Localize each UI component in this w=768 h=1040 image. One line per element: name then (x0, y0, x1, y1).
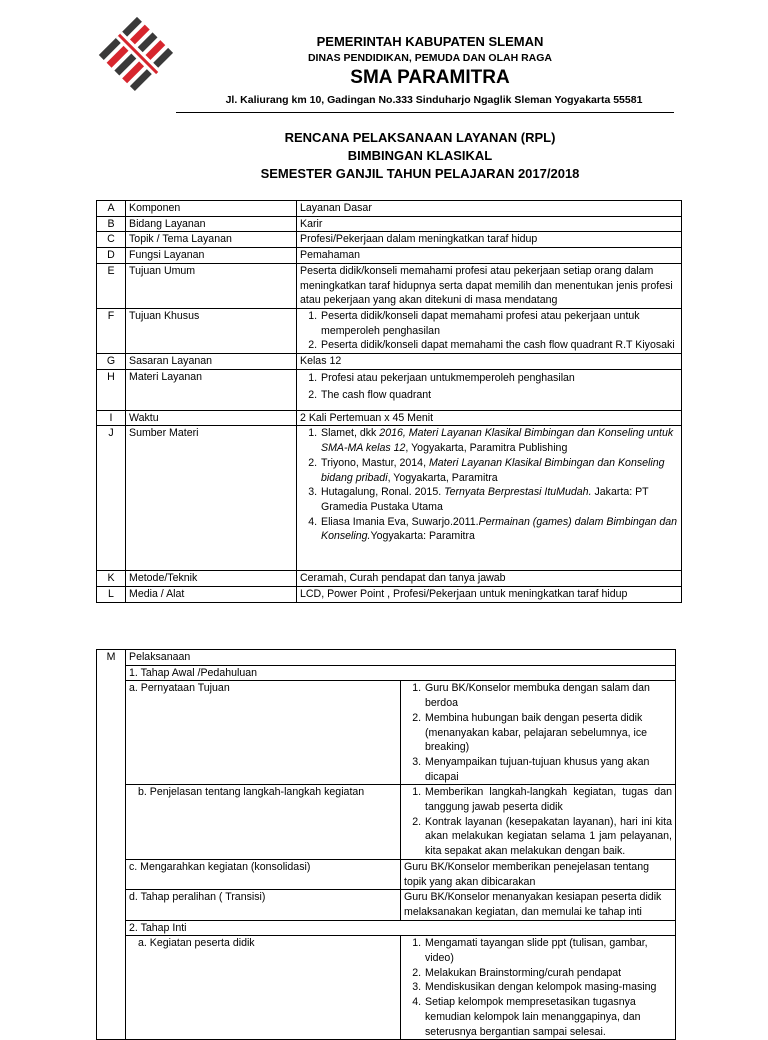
table-row-c: C Topik / Tema Layanan Profesi/Pekerjaan dalam meningkatkan taraf hidup (97, 232, 682, 248)
list-item: 3. Menyampaikan tujuan-tujuan khusus yang akan dicapai (424, 755, 672, 784)
list-item: 1. Slamet, dkk 2016, Materi Layanan Klasikal Bimbingan dan Konseling untuk SMA-MA kelas 12, Yogyakarta, Paramitra Publishing (320, 426, 678, 455)
rpl-table-main (96, 200, 682, 603)
list-item: 3. Mendiskusikan dengan kelompok masing-masing (424, 980, 672, 995)
table-row-mengarahkan: c. Mengarahkan kegiatan (konsolidasi) Guru BK/Konselor memberikan penejelasan tentang topik yang akan dibicarakan (97, 859, 676, 889)
list-item: 1. Profesi atau pekerjaan untukmemperoleh penghasilan (320, 370, 678, 387)
list-item: 1. Peserta didik/konseli dapat memahami profesi atau pekerjaan untuk memperoleh penghasilan (320, 309, 678, 338)
list-item: 2. Membina hubungan baik dengan peserta didik (menanyakan kabar, pelajaran sebelumnya, ice breaking) (424, 711, 672, 755)
table-row-l: L Media / Alat LCD, Power Point , Profesi/Pekerjaan untuk meningkatkan taraf hidup (97, 587, 682, 603)
table-row-stage1: 1. Tahap Awal /Pedahuluan (97, 665, 676, 681)
table-row-kegiatan-peserta: a. Kegiatan peserta didik 1. Mengamati tayangan slide ppt (tulisan, gambar, video) 2. Melakukan Brainstorming/curah pendapat 3. Mendiskusikan dengan kelompok masing-masing 4. Setiap kelompok mempresetasikan tugasnya kemudian kelompok lain menanggapinya, dan seterusnya bergantian sampai selesai. (97, 936, 676, 1040)
list-item: 4. Eliasa Imania Eva, Suwarjo.2011.Permainan (games) dalam Bimbingan dan Konseling.Yogyakarta: Paramitra (320, 515, 678, 544)
list-item: 4. Setiap kelompok mempresetasikan tugasnya kemudian kelompok lain menanggapinya, dan seterusnya bergantian sampai selesai. (424, 995, 672, 1039)
table-row-b: B Bidang Layanan Karir (97, 216, 682, 232)
table-row-penjelasan: b. Penjelasan tentang langkah-langkah kegiatan 1. Memberikan langkah-langkah kegiatan, tugas dan tanggung jawab peserta didik 2. Kontrak layanan (kesepakatan layanan), hari ini kita akan melakukan kegiatan selama 1 jam pelayanan, kita sepakat akan melakukan dengan baik. (97, 785, 676, 860)
table-row-j: J Sumber Materi 1. Slamet, dkk 2016, Materi Layanan Klasikal Bimbingan dan Konseling untuk SMA-MA kelas 12, Yogyakarta, Paramitra Publishing 2. Triyono, Mastur, 2014, Materi Layanan Klasikal Bimbingan dan Konseling bidang pribadi, Yogyakarta, Paramitra 3. Hutagalung, Ronal. 2015. Ternyata Berprestasi ItuMudah. Jakarta: PT Gramedia Pustaka Utama 4. Eliasa Imania Eva, Suwarjo.2011.Permainan (games) dalam Bimbingan dan Konseling.Yogyakarta: Paramitra (97, 426, 682, 571)
document-semester: SEMESTER GANJIL TAHUN PELAJARAN 2017/2018 (260, 166, 580, 181)
school-name: SMA PARAMITRA (350, 67, 510, 88)
list-item: 2. Kontrak layanan (kesepakatan layanan), hari ini kita akan melakukan kegiatan selama 1 jam pelayanan, kita sepakat akan melakukan dengan baik. (424, 815, 672, 859)
pelaksanaan-heading: Pelaksanaan (126, 650, 676, 666)
list-item: 1. Guru BK/Konselor membuka dengan salam dan berdoa (424, 681, 672, 710)
table-row-i: I Waktu 2 Kali Pertemuan x 45 Menit (97, 410, 682, 426)
table-row-h: H Materi Layanan 1. Profesi atau pekerjaan untukmemperoleh penghasilan 2. The cash flow quadrant (97, 369, 682, 410)
table-row-peralihan: d. Tahap peralihan ( Transisi) Guru BK/Konselor menanyakan kesiapan peserta didik melaksanakan kegiatan, dan memulai ke tahap inti (97, 890, 676, 920)
department-name: DINAS PENDIDIKAN, PEMUDA DAN OLAH RAGA (307, 52, 553, 64)
table-row-g: G Sasaran Layanan Kelas 12 (97, 354, 682, 370)
table-row-pernyataan-tujuan: a. Pernyataan Tujuan 1. Guru BK/Konselor membuka dengan salam dan berdoa 2. Membina hubungan baik dengan peserta didik (menanyakan kabar, pelajaran sebelumnya, ice breaking) 3. Menyampaikan tujuan-tujuan khusus yang akan dicapai (97, 681, 676, 785)
table-row-m: M Pelaksanaan (97, 650, 676, 666)
list-item: 2. Melakukan Brainstorming/curah pendapat (424, 966, 672, 981)
table-row-e: E Tujuan Umum Peserta didik/konseli memahami profesi atau pekerjaan setiap orang dalam meningkatkan taraf hidupnya serta dapat memilih dan menentukan jenis profesi atau pekerjaan yang akan ditekuni di masa mendatang (97, 263, 682, 308)
list-item: 1. Memberikan langkah-langkah kegiatan, tugas dan tanggung jawab peserta didik (424, 785, 672, 814)
list-item: 1. Mengamati tayangan slide ppt (tulisan, gambar, video) (424, 936, 672, 965)
document-title: RENCANA PELAKSANAAN LAYANAN (RPL) (284, 130, 556, 145)
government-name: PEMERINTAH KABUPATEN SLEMAN (316, 34, 544, 49)
list-item: 2. Peserta didik/konseli dapat memahami the cash flow quadrant R.T Kiyosaki (320, 338, 678, 353)
school-address: Jl. Kaliurang km 10, Gadingan No.333 Sinduharjo Ngaglik Sleman Yogyakarta 55581 (225, 94, 643, 106)
table-row-a: A Komponen Layanan Dasar (97, 201, 682, 217)
list-item: 2. The cash flow quadrant (320, 387, 678, 404)
table-row-f: F Tujuan Khusus 1. Peserta didik/konseli dapat memahami profesi atau pekerjaan untuk memperoleh penghasilan 2. Peserta didik/konseli dapat memahami the cash flow quadrant R.T Kiyosaki (97, 308, 682, 353)
table-row-d: D Fungsi Layanan Pemahaman (97, 248, 682, 264)
table-row-k: K Metode/Teknik Ceramah, Curah pendapat dan tanya jawab (97, 571, 682, 587)
document-subtitle: BIMBINGAN KLASIKAL (347, 148, 493, 163)
rpl-table-pelaksanaan (96, 649, 676, 1040)
list-item: 3. Hutagalung, Ronal. 2015. Ternyata Berprestasi ItuMudah. Jakarta: PT Gramedia Pustaka Utama (320, 485, 678, 514)
table-row-stage2: 2. Tahap Inti (97, 920, 676, 936)
header-divider (176, 112, 674, 113)
list-item: 2. Triyono, Mastur, 2014, Materi Layanan Klasikal Bimbingan dan Konseling bidang pribadi, Yogyakarta, Paramitra (320, 456, 678, 485)
